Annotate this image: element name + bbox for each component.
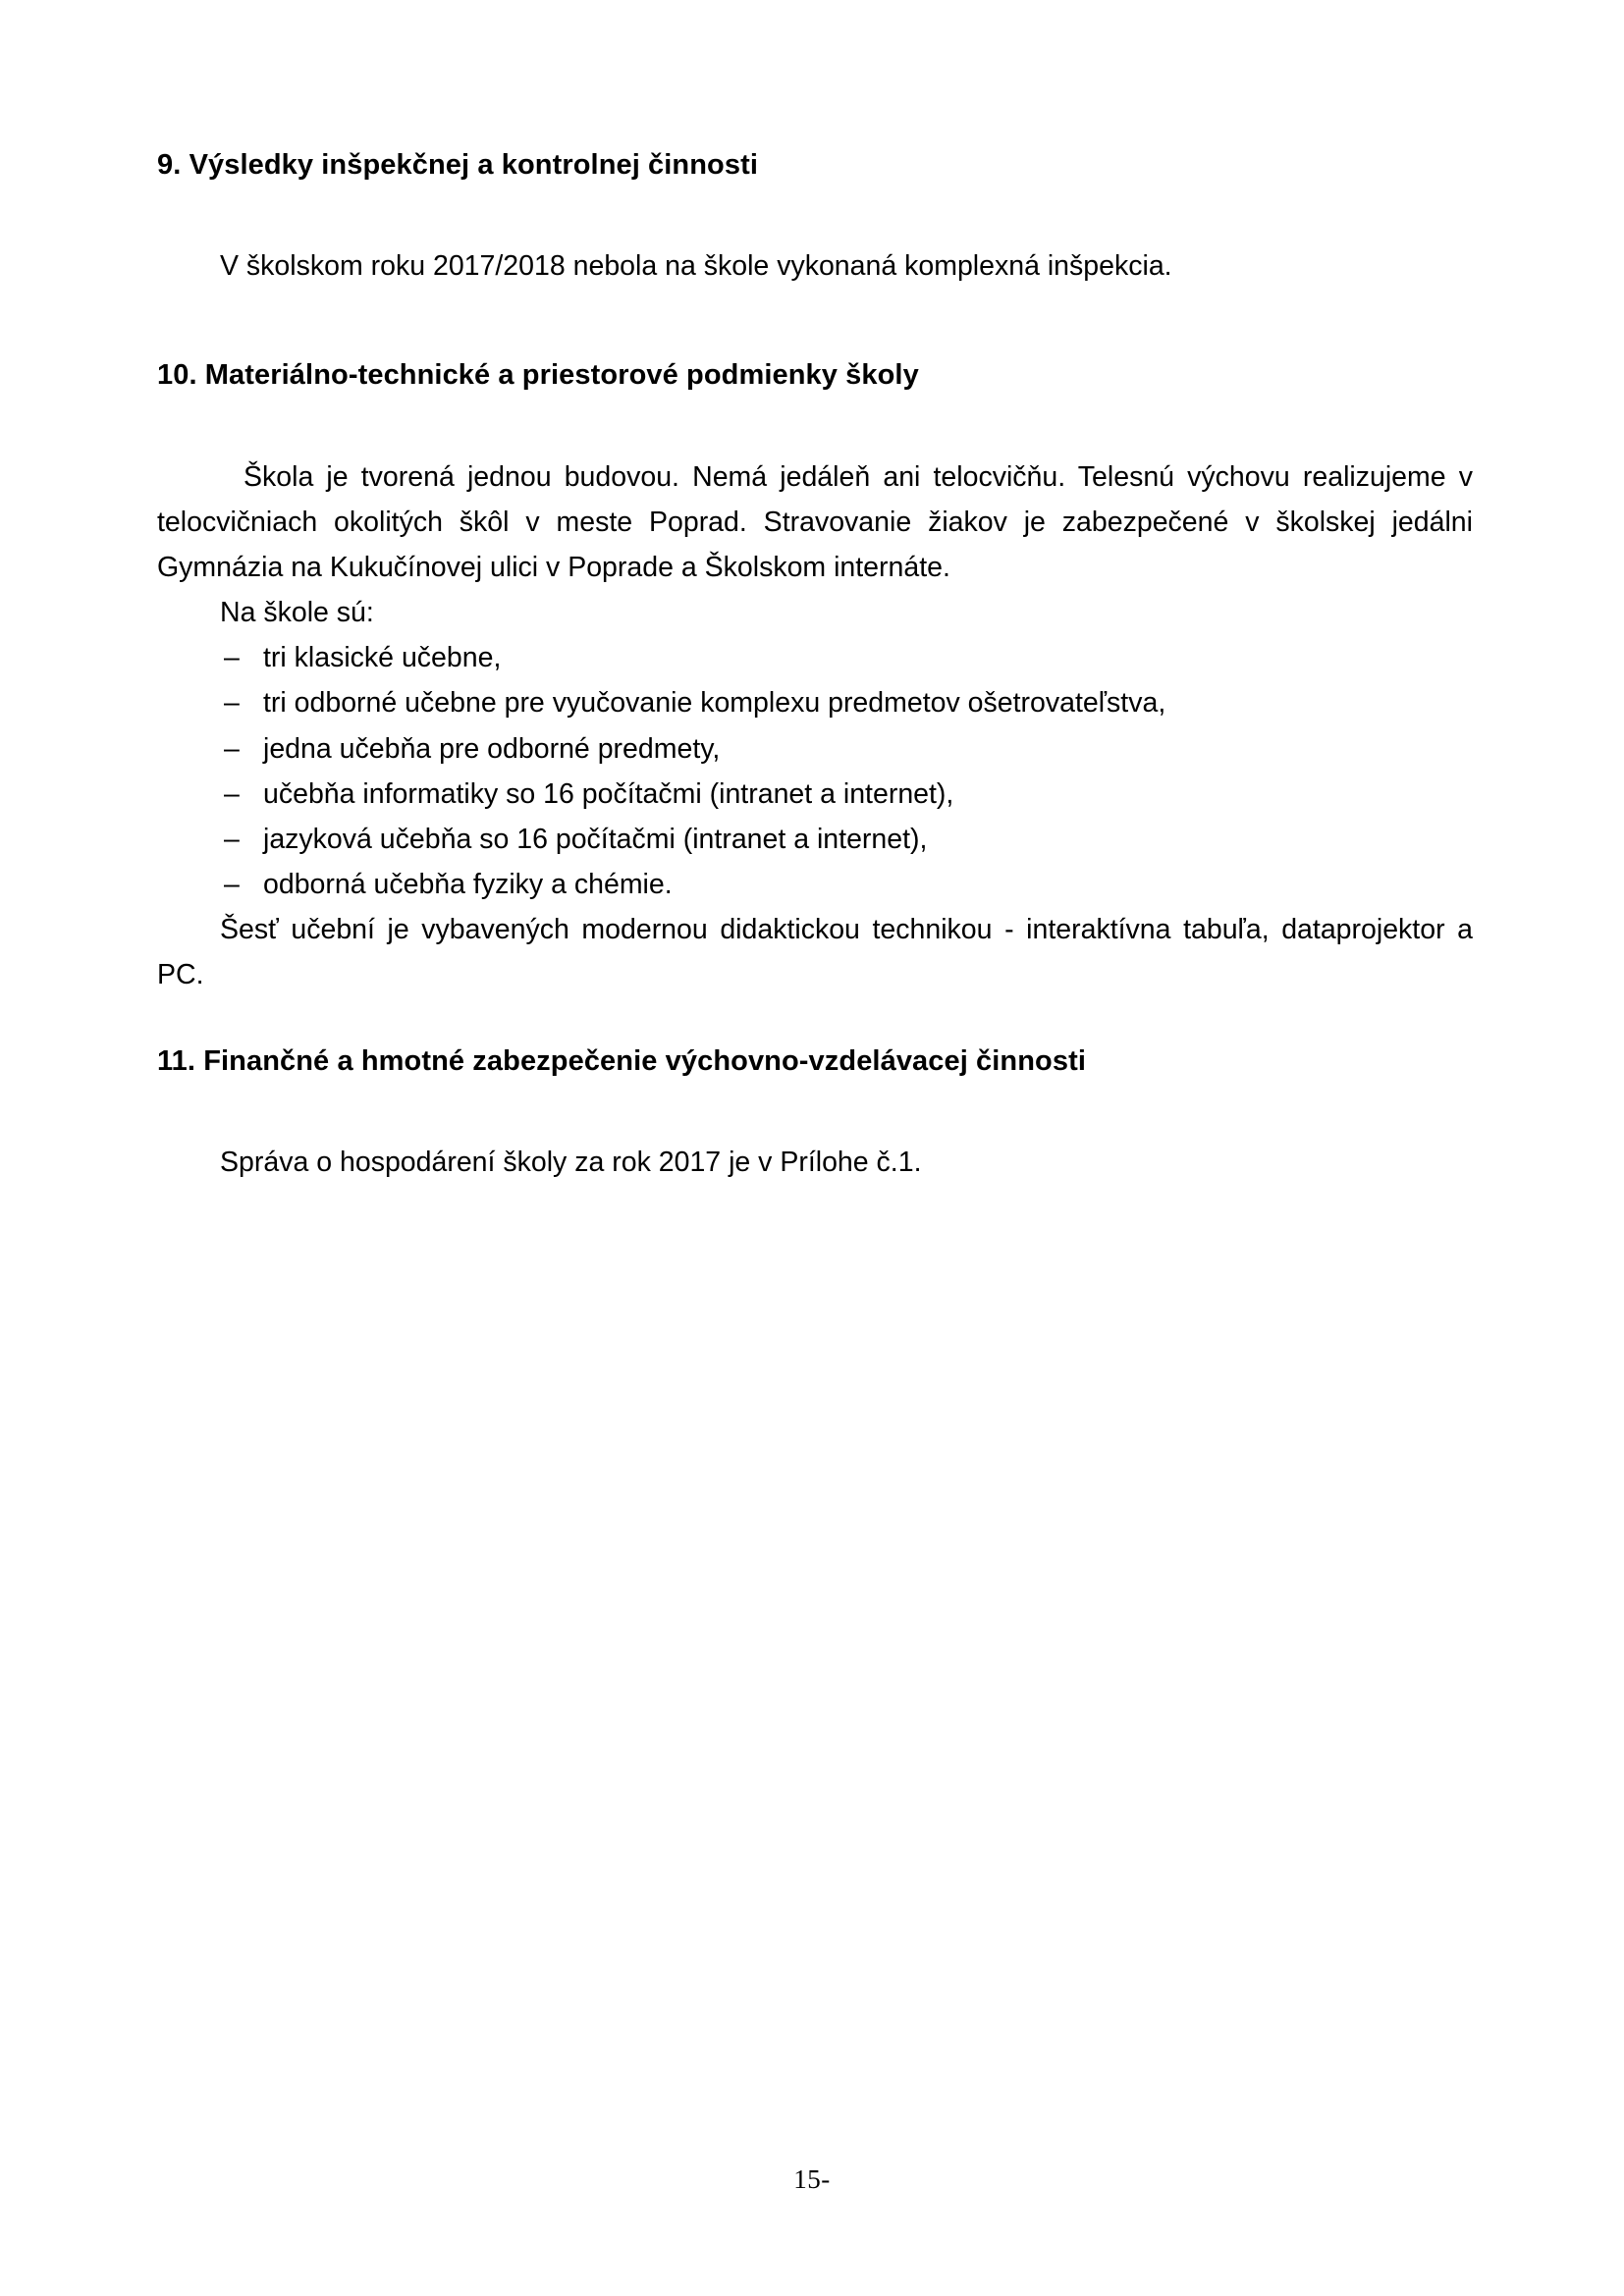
list-item bbox=[157, 862, 1473, 907]
dash-marker-icon: – bbox=[224, 777, 240, 810]
section-11-paragraph-1: Správa o hospodárení školy za rok 2017 je v Prílohe č.1. bbox=[220, 1146, 922, 1178]
section-11-number: 11. bbox=[157, 1044, 196, 1077]
list-item bbox=[157, 726, 1473, 772]
facilities-list bbox=[157, 635, 1473, 907]
section-9-number: 9. bbox=[157, 149, 182, 181]
section-10-heading-text: Materiálno-technické a priestorové podmienky školy bbox=[204, 359, 919, 392]
section-10-number: 10. bbox=[157, 359, 197, 392]
section-10-closing-paragraph: Šesť učební je vybavených modernou didaktickou technikou - interaktívna tabuľa, dataprojektor a PC. bbox=[157, 914, 1473, 991]
section-9-paragraph-1: V školskom roku 2017/2018 nebola na škole vykonaná komplexná inšpekcia. bbox=[220, 250, 1172, 283]
section-9-heading bbox=[157, 147, 1473, 183]
list-item-label: jedna učebňa pre odborné predmety, bbox=[263, 732, 721, 765]
list-item-label: učebňa informatiky so 16 počítačmi (intranet a internet), bbox=[263, 777, 954, 810]
list-item-label: jazyková učebňa so 16 počítačmi (intranet a internet), bbox=[263, 823, 928, 855]
section-10-heading bbox=[157, 357, 1473, 393]
page-number: 15- bbox=[793, 2164, 831, 2194]
dash-marker-icon: – bbox=[224, 823, 240, 855]
list-item-label: odborná učebňa fyziky a chémie. bbox=[263, 869, 673, 901]
dash-marker-icon: – bbox=[224, 642, 240, 674]
dash-marker-icon: – bbox=[224, 869, 240, 901]
list-item-label: tri klasické učebne, bbox=[263, 642, 502, 674]
page-footer bbox=[0, 2164, 1624, 2195]
spacer bbox=[157, 394, 1473, 454]
section-9-heading-text: Výsledky inšpekčnej a kontrolnej činnosti bbox=[189, 149, 759, 181]
spacer bbox=[157, 183, 1473, 243]
dash-marker-icon: – bbox=[224, 732, 240, 765]
list-item bbox=[157, 680, 1473, 725]
list-item bbox=[157, 817, 1473, 862]
section-10-paragraph-2: Na škole sú: bbox=[220, 597, 374, 629]
dash-marker-icon: – bbox=[224, 687, 240, 720]
spacer bbox=[157, 998, 1473, 1043]
spacer bbox=[157, 289, 1473, 357]
page-content bbox=[157, 147, 1473, 1185]
list-item bbox=[157, 772, 1473, 817]
list-item bbox=[157, 635, 1473, 680]
section-10-paragraph-1: Škola je tvorená jednou budovou. Nemá jedáleň ani telocvičňu. Telesnú výchovu realizujeme v telocvičniach okolitých škôl v meste Poprad. Stravovanie žiakov je zabezpečené v školskej jedálni Gymnázia na Kukučínovej ulici v Poprade a Školskom internáte. bbox=[157, 460, 1473, 583]
spacer bbox=[157, 1079, 1473, 1140]
list-item-label: tri odborné učebne pre vyučovanie komplexu predmetov ošetrovateľstva, bbox=[263, 687, 1166, 720]
section-11-heading bbox=[157, 1043, 1473, 1079]
section-11-heading-text: Finančné a hmotné zabezpečenie výchovno-vzdelávacej činnosti bbox=[203, 1044, 1087, 1077]
